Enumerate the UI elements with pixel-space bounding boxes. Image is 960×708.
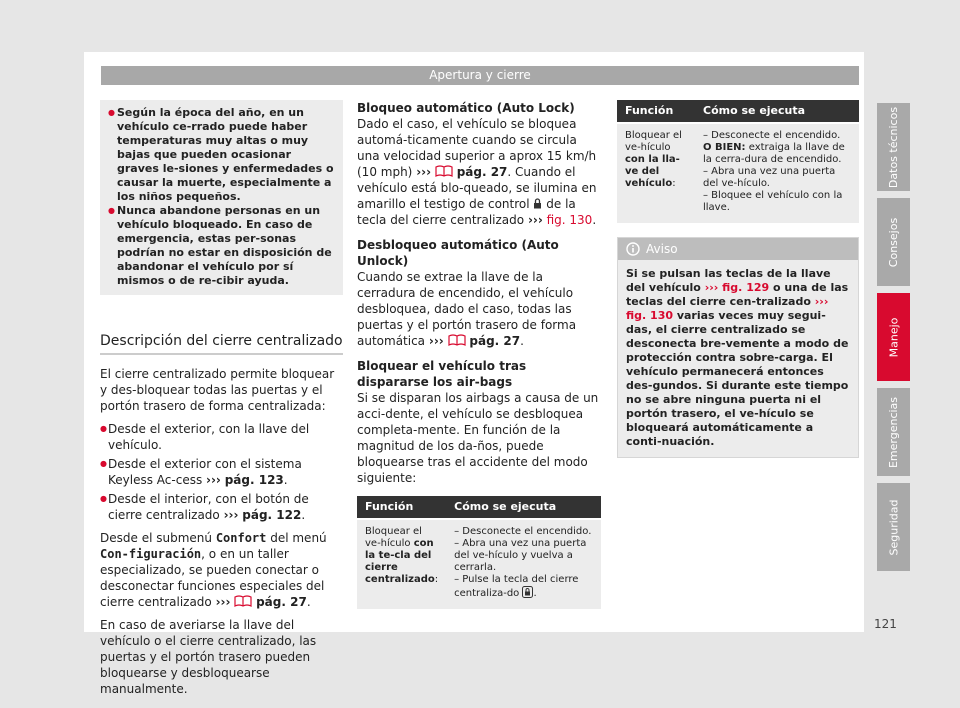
book-icon <box>448 334 466 346</box>
notice-header <box>618 238 858 260</box>
table-header: Cómo se ejecuta <box>695 100 859 123</box>
book-icon <box>435 165 453 177</box>
chapter-tabs <box>877 103 910 578</box>
chevron-icon: ››› <box>814 295 829 308</box>
info-icon <box>626 242 640 256</box>
page-link[interactable]: pág. 27 <box>469 334 521 348</box>
chevron-icon: ››› <box>215 595 231 609</box>
subheading: Bloqueo automático (Auto Lock) <box>357 101 575 115</box>
column-2 <box>357 100 601 609</box>
function-table <box>357 496 601 609</box>
table-header: Función <box>617 100 695 123</box>
list-item: ● Desde el interior, con el botón de cierre centralizado ››› pág. 122. <box>100 491 343 523</box>
page-link[interactable]: pág. 27 <box>456 165 508 179</box>
table-row <box>357 519 601 609</box>
paragraph: Dado el caso, el vehículo se bloquea automá-ticamente cuando se circula una velocidad superior a aprox 15 km/h (10 mph) ››› pág. 27. Cuando el vehículo está blo-queado, se ilumina en amarillo el testigo de control de la tecla del cierre centralizado ››› fig. 130. <box>357 117 597 227</box>
table-cell: – Desconecte el encendido. – Abra una vez una puerta del ve-hículo y vuelva a cerrarla. – Pulse la tecla del cierre centraliza-do . <box>446 519 601 609</box>
table-header: Cómo se ejecuta <box>446 496 601 519</box>
chevron-icon: ››› <box>704 281 719 294</box>
section-title: Descripción del cierre centralizado <box>100 333 343 355</box>
paragraph: En caso de averiarse la llave del vehículo o el cierre centralizado, las puertas y el portón trasero pueden bloquearse y desbloquearse manualmente. <box>100 618 317 696</box>
list-item: ● Desde el exterior con el sistema Keyless Ac-cess ››› pág. 123. <box>100 456 343 488</box>
table-header: Función <box>357 496 446 519</box>
chevron-icon: ››› <box>206 473 221 487</box>
notice-body: Si se pulsan las teclas de la llave del vehículo ››› fig. 129 o una de las teclas del cierre cen-tralizado ››› fig. 130 varias veces muy segui-das, el cierre centralizado se desconecta bre-vemente a modo de protección contra sobre-carga. El vehículo permanecerá entonces des-gundos. Si durante este tiempo no se abre ninguna puerta ni el portón trasero, el ve-hículo se bloqueará automáticamente a conti-nuación. <box>626 267 849 448</box>
intro-paragraph: El cierre centralizado permite bloquear y des-bloquear todas las puertas y el portón trasero de forma centralizada: <box>100 367 335 413</box>
table-cell: Bloquear el ve-hículo con la te-cla del cierre centralizado: <box>357 519 446 609</box>
tab-datos-tecnicos[interactable]: Datos técnicos <box>877 103 910 191</box>
subheading: Bloquear el vehículo tras dispararse los air-bags <box>357 359 527 389</box>
chevron-icon: ››› <box>428 334 444 348</box>
tab-seguridad[interactable]: Seguridad <box>877 483 910 571</box>
function-table <box>617 100 859 223</box>
page-header: Apertura y cierre <box>101 66 859 85</box>
lock-button-icon <box>522 586 533 598</box>
warning-item: ● Nunca abandone personas en un vehículo bloqueado. En caso de emergencia, estas per-sonas podrían no estar en disposición de abandonar el vehículo por sí mismos o de re-cibir ayuda. <box>108 204 335 288</box>
page-number: 121 <box>874 617 897 631</box>
subheading: Desbloqueo automático (Auto Unlock) <box>357 238 559 268</box>
table-row <box>617 123 859 223</box>
table-cell: Bloquear el ve-hículo con la lla-ve del vehículo: <box>617 123 695 223</box>
chevron-icon: ››› <box>416 165 432 179</box>
table-cell: – Desconecte el encendido. O BIEN: extraiga la llave de la cerra-dura de encendido. – Abra una vez una puerta del ve-hículo. – Bloquee el vehículo con la llave. <box>695 123 859 223</box>
column-3 <box>617 100 859 458</box>
tab-consejos[interactable]: Consejos <box>877 198 910 286</box>
column-1 <box>100 100 343 704</box>
paragraph: Desde el submenú Confort del menú Con-figuración, o en un taller especializado, se pueden conectar o desconectar funciones especiales del cierre centralizado ››› pág. 27. <box>100 531 327 609</box>
warning-box <box>100 100 343 295</box>
book-icon <box>234 595 252 607</box>
chevron-icon: ››› <box>527 213 543 227</box>
menu-name: Confort <box>215 531 267 545</box>
tab-emergencias[interactable]: Emergencias <box>877 388 910 476</box>
page-link[interactable]: pág. 122 <box>242 508 302 522</box>
chevron-icon: ››› <box>223 508 239 522</box>
list-item: ● Desde el exterior, con la llave del vehículo. <box>100 421 343 453</box>
menu-name: Con-figuración <box>100 547 202 561</box>
page-link[interactable]: pág. 27 <box>256 595 307 609</box>
figure-link[interactable]: fig. 130 <box>626 309 673 322</box>
figure-link[interactable]: fig. 129 <box>722 281 770 294</box>
tab-manejo[interactable]: Manejo <box>877 293 910 381</box>
figure-link[interactable]: fig. 130 <box>546 213 593 227</box>
notice-box <box>617 237 859 458</box>
paragraph: Cuando se extrae la llave de la cerradura de encendido, el vehículo desbloquea, dado el caso, todas las puertas y el portón trasero de forma automática ››› pág. 27. <box>357 270 577 348</box>
notice-title: Aviso <box>646 242 678 256</box>
page-link[interactable]: pág. 123 <box>224 473 284 487</box>
paragraph: Si se disparan los airbags a causa de un acci-dente, el vehículo se desbloquea completa-mente. En función de la magnitud de los da-ños, puede bloquearse tras el accidente del modo siguiente: <box>357 391 599 485</box>
lock-icon <box>533 198 542 209</box>
warning-item: ● Según la época del año, en un vehículo ce-rrado puede haber temperaturas muy altas o muy bajas que pueden ocasionar graves le-siones y enfermedades o causar la muerte, especialmente a los niños pequeños. <box>108 106 335 204</box>
